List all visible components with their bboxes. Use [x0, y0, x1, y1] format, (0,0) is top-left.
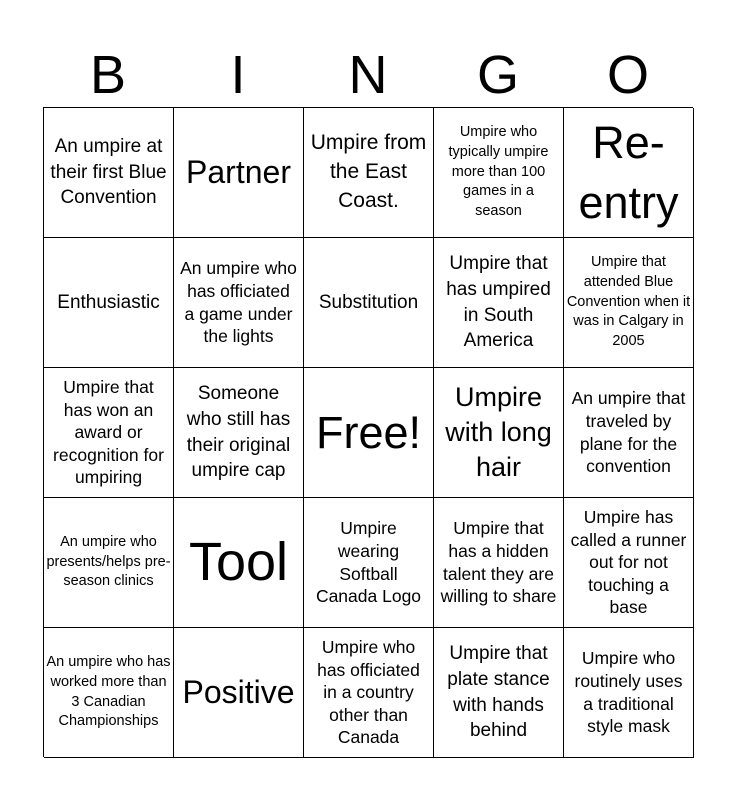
bingo-cell[interactable]	[564, 628, 694, 758]
bingo-cell[interactable]	[44, 108, 174, 238]
cell-text: Umpire that attended Blue Convention when it was in Calgary in 2005	[566, 254, 691, 350]
cell-text: Positive	[182, 674, 295, 711]
bingo-cell[interactable]	[434, 108, 564, 238]
cell-text: Umpire that plate stance with hands behind	[447, 642, 550, 742]
bingo-cell[interactable]	[304, 238, 434, 368]
bingo-cell[interactable]	[174, 238, 304, 368]
cell-text: Umpire that has umpired in South America	[446, 252, 551, 352]
cell-text: Umpire that has won an award or recognition for umpiring	[53, 377, 164, 488]
cell-text: Substitution	[318, 291, 419, 313]
bingo-cell[interactable]	[564, 108, 694, 238]
cell-text: Umpire that has a hidden talent they are willing to share	[440, 518, 557, 607]
cell-text: Umpire has called a runner out for not touching a base	[570, 507, 687, 618]
header-letter-i: I	[230, 45, 246, 105]
bingo-cell[interactable]	[44, 498, 174, 628]
bingo-cell[interactable]	[434, 628, 564, 758]
cell-text: Umpire from the East Coast.	[310, 131, 427, 212]
cell-text: Partner	[186, 154, 291, 191]
bingo-cell[interactable]	[44, 238, 174, 368]
bingo-cell[interactable]	[44, 368, 174, 498]
bingo-cell[interactable]	[434, 498, 564, 628]
cell-text: An umpire who has worked more than 3 Canadian Championships	[46, 654, 171, 730]
cell-text: Umpire wearing Softball Canada Logo	[315, 518, 422, 607]
cell-text: Umpire who has officiated in a country other than Canada	[317, 637, 420, 748]
bingo-cell[interactable]	[564, 498, 694, 628]
bingo-cell[interactable]	[174, 628, 304, 758]
header-letter-b: B	[89, 45, 127, 105]
cell-text: An umpire that traveled by plane for the convention	[571, 388, 686, 477]
cell-text: An umpire at their first Blue Convention	[50, 135, 167, 209]
bingo-cell[interactable]	[174, 108, 304, 238]
header-letter-n: N	[348, 45, 388, 105]
cell-text: Re-entry	[578, 117, 679, 228]
bingo-grid	[43, 107, 693, 757]
bingo-cell[interactable]	[174, 368, 304, 498]
cell-text: An umpire who has officiated a game under the lights	[180, 258, 297, 347]
bingo-header	[43, 44, 693, 106]
bingo-cell[interactable]	[304, 628, 434, 758]
cell-text: Enthusiastic	[57, 291, 160, 313]
cell-text: Umpire who typically umpire more than 100 games in a season	[448, 124, 549, 220]
bingo-cell[interactable]	[434, 238, 564, 368]
cell-text: Someone who still has their original umpire cap	[186, 382, 291, 482]
header-letter-o: O	[606, 45, 649, 105]
header-letter-g: G	[476, 45, 519, 105]
bingo-cell[interactable]	[564, 238, 694, 368]
bingo-cell[interactable]	[44, 628, 174, 758]
bingo-cell[interactable]	[304, 498, 434, 628]
bingo-cell[interactable]	[304, 108, 434, 238]
bingo-cell[interactable]	[174, 498, 304, 628]
cell-text: Umpire with long hair	[445, 381, 552, 483]
cell-text: Tool	[188, 531, 289, 592]
free-space[interactable]	[304, 368, 434, 498]
bingo-cell[interactable]	[564, 368, 694, 498]
bingo-cell[interactable]	[434, 368, 564, 498]
cell-text: Umpire who routinely uses a traditional style mask	[574, 648, 683, 737]
cell-text: Free!	[315, 406, 422, 458]
cell-text: An umpire who presents/helps pre-season clinics	[46, 533, 171, 590]
